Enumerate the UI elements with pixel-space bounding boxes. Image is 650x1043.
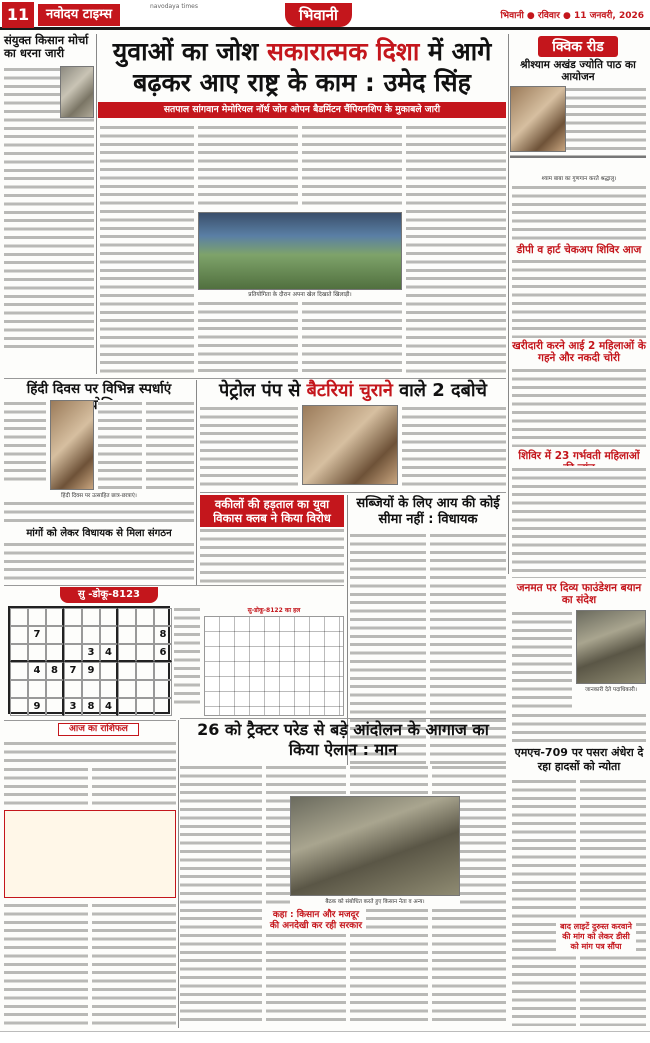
sudoku-cell (118, 698, 136, 716)
story3-body (512, 367, 646, 447)
sudoku-cell: 7 (28, 626, 46, 644)
sudoku-cell (100, 662, 118, 680)
sudoku-cell (64, 680, 82, 698)
sangathan-body (4, 541, 194, 583)
sudoku-cell (46, 644, 64, 662)
sudoku-cell (82, 608, 100, 626)
hindi-diwas-headline: हिंदी दिवस पर विभिन्न स्पर्धाएं (26, 381, 172, 397)
story4-headline: शिविर में 23 गर्भवती महिलाओं (518, 450, 640, 462)
story3-headline: खरीदारी करने आई 2 महिलाओं के गहने और नकदी चोरी (512, 340, 646, 364)
story5-caption: जानकारी देते पदाधिकारी। (585, 687, 637, 693)
sudoku-cell (46, 608, 64, 626)
story5-photo (576, 610, 646, 684)
masthead (0, 0, 650, 30)
petrol-body1 (200, 405, 298, 489)
highway-kicker: बाद लाइटें दुरुस्त करवाने की मांग को लेकर डीसी को मांग पत्र सौंपा (560, 922, 632, 951)
sudoku-cell (136, 662, 154, 680)
lead-body-col6 (406, 124, 506, 374)
sudoku-cell (100, 680, 118, 698)
sudoku-cell (28, 608, 46, 626)
sudoku-cell (136, 608, 154, 626)
petrol-body2 (402, 405, 506, 489)
left-story-photo (60, 66, 94, 118)
lead-body-col5 (302, 300, 402, 374)
horoscope-intro (4, 740, 176, 764)
sudoku-rules (174, 606, 200, 706)
right-column (510, 36, 646, 158)
story5-headline: जनमत पर दिव्य फाउंडेशन बयान का संदेश (516, 582, 642, 606)
story2-headline: डीपी व हार्ट चेकअप शिविर आज (516, 244, 642, 256)
hindi-diwas-caption: हिंदी दिवस पर उत्साहित छात्र-छात्राएं। (61, 493, 137, 499)
city-banner: भिवानी (285, 3, 352, 27)
sudoku-cell (64, 626, 82, 644)
hindi-diwas-body4 (4, 500, 194, 526)
left-story (4, 34, 94, 378)
sangathan-headline: मांगों को लेकर विधायक से मिला संगठन (26, 528, 172, 539)
story1-headline: श्रीश्याम अखंड ज्योति पाठ का आयोजन (520, 59, 636, 83)
sudoku-cell (10, 644, 28, 662)
sudoku-grid (8, 606, 170, 714)
sudoku-cell (154, 680, 172, 698)
tractor-body1 (180, 764, 262, 1026)
tractor-headline: 26 को ट्रैक्टर परेड से बड़े आंदोलन के आगाज का किया ऐलान : मान (197, 720, 489, 759)
left-story-headline: संयुक्त किसान मोर्चा का धरना जारी (4, 33, 89, 60)
sudoku-cell: 3 (64, 698, 82, 716)
lawyers-headline: वकीलों की हड़ताल का युवा विकास क्लब ने किया विरोध (200, 495, 344, 527)
sudoku-cell: 3 (82, 644, 100, 662)
sudoku-cell (46, 698, 64, 716)
lead-deck: सतपाल सांगवान मेमोरियल नॉर्थ जोन ओपन बैडमिंटन चैंपियनशिप के मुकाबले जारी (98, 102, 506, 118)
story5-body-more (512, 712, 646, 744)
sudoku-cell (136, 680, 154, 698)
sudoku-cell: 7 (64, 662, 82, 680)
lead-body-col3 (302, 124, 402, 208)
sudoku-cell: 8 (82, 698, 100, 716)
sudoku-cell: 9 (82, 662, 100, 680)
tractor-kicker-box (266, 908, 366, 934)
kundli-ad (4, 810, 176, 898)
sudoku-cell (28, 680, 46, 698)
lead-headline: युवाओं का जोश सकारात्मक दिशा में आगे बढ़कर आए राष्ट्र के काम : उमेद सिंह (112, 37, 492, 97)
sudoku-cell (136, 644, 154, 662)
sudoku-answer-label: सु-डोकू-8122 का हल (247, 607, 301, 614)
tractor-photo (290, 796, 460, 896)
sudoku-cell: 6 (154, 644, 172, 662)
story2-body (512, 258, 646, 338)
lawyers-body (200, 527, 344, 583)
sudoku-cell: 8 (154, 626, 172, 644)
horoscope-tag: आज का राशिफल (58, 723, 139, 736)
sudoku-cell (100, 608, 118, 626)
sudoku-cell: 4 (100, 698, 118, 716)
highway-headline: एमएच-709 पर पसरा अंधेरा दे रहा हादसों को न्योता (514, 746, 644, 773)
sudoku-tag: सु -डोकू-8123 (60, 587, 158, 603)
horoscope-signs-right-top (92, 766, 176, 806)
story5-body (512, 610, 572, 710)
lead-body-col4 (198, 300, 298, 374)
horoscope-signs-left-top (4, 766, 88, 806)
horoscope-signs-right (92, 902, 176, 1026)
sudoku-cell (28, 644, 46, 662)
sudoku-cell (154, 608, 172, 626)
sudoku-cell (136, 698, 154, 716)
vegetables-headline: सब्जियों के लिए आय की कोई सीमा नहीं : विधायक (356, 496, 500, 527)
sudoku-cell (82, 680, 100, 698)
sudoku-cell (118, 662, 136, 680)
sudoku-cell (118, 626, 136, 644)
highway-kicker-box (556, 920, 636, 954)
brand-logo: नवोदय टाइम्स (38, 4, 120, 26)
story1-body-more (512, 184, 646, 240)
horoscope-signs-left (4, 902, 88, 1026)
story4-body (512, 466, 646, 578)
petrol-photo (302, 405, 398, 485)
sudoku-cell (118, 680, 136, 698)
lead-photo-caption: प्रतियोगिता के दौरान अपना खेल दिखाते खिलाड़ी। (248, 292, 352, 298)
highway-body2 (580, 778, 646, 1026)
sudoku-cell (46, 680, 64, 698)
sudoku-cell (10, 680, 28, 698)
story1-photo (510, 86, 566, 152)
sudoku-cell: 4 (28, 662, 46, 680)
page-number: 11 (2, 2, 34, 28)
sudoku-cell (46, 626, 64, 644)
sudoku-cell (82, 626, 100, 644)
tractor-caption: बैठक को संबोधित करते हुए किसान नेता व अन्य। (290, 898, 460, 906)
sudoku-cell (64, 608, 82, 626)
lead-photo (198, 212, 402, 290)
page-footer (0, 1031, 650, 1043)
tractor-kicker: कहा : किसान और मजदूर की अनदेखी कर रही सरकार (269, 910, 363, 931)
sudoku-cell (10, 626, 28, 644)
petrol-headline: पेट्रोल पंप से बैटरियां चुराने वाले 2 दबोचे (219, 380, 487, 401)
sudoku-cell (118, 608, 136, 626)
highway-body1 (512, 778, 576, 1026)
sudoku-cell (154, 698, 172, 716)
lead-body-col2 (198, 124, 298, 208)
sudoku-cell (10, 662, 28, 680)
sudoku-cell: 8 (46, 662, 64, 680)
sudoku-cell (10, 608, 28, 626)
sudoku-cell (118, 644, 136, 662)
sudoku-cell (10, 698, 28, 716)
sudoku-cell: 4 (100, 644, 118, 662)
quick-read-tag: क्विक रीड (538, 36, 618, 57)
dateline: भिवानी ● रविवार ● 11 जनवरी, 2026 (500, 11, 644, 21)
edition-small: navodaya times (150, 3, 199, 10)
sudoku-cell (64, 644, 82, 662)
sudoku-cell (100, 626, 118, 644)
sudoku-cell (154, 662, 172, 680)
sudoku-cell: 9 (28, 698, 46, 716)
story1-caption: श्याम बाबा का गुणगान करते श्रद्धालु। (541, 176, 617, 182)
lead-body-col1 (100, 124, 194, 374)
sudoku-cell (136, 626, 154, 644)
